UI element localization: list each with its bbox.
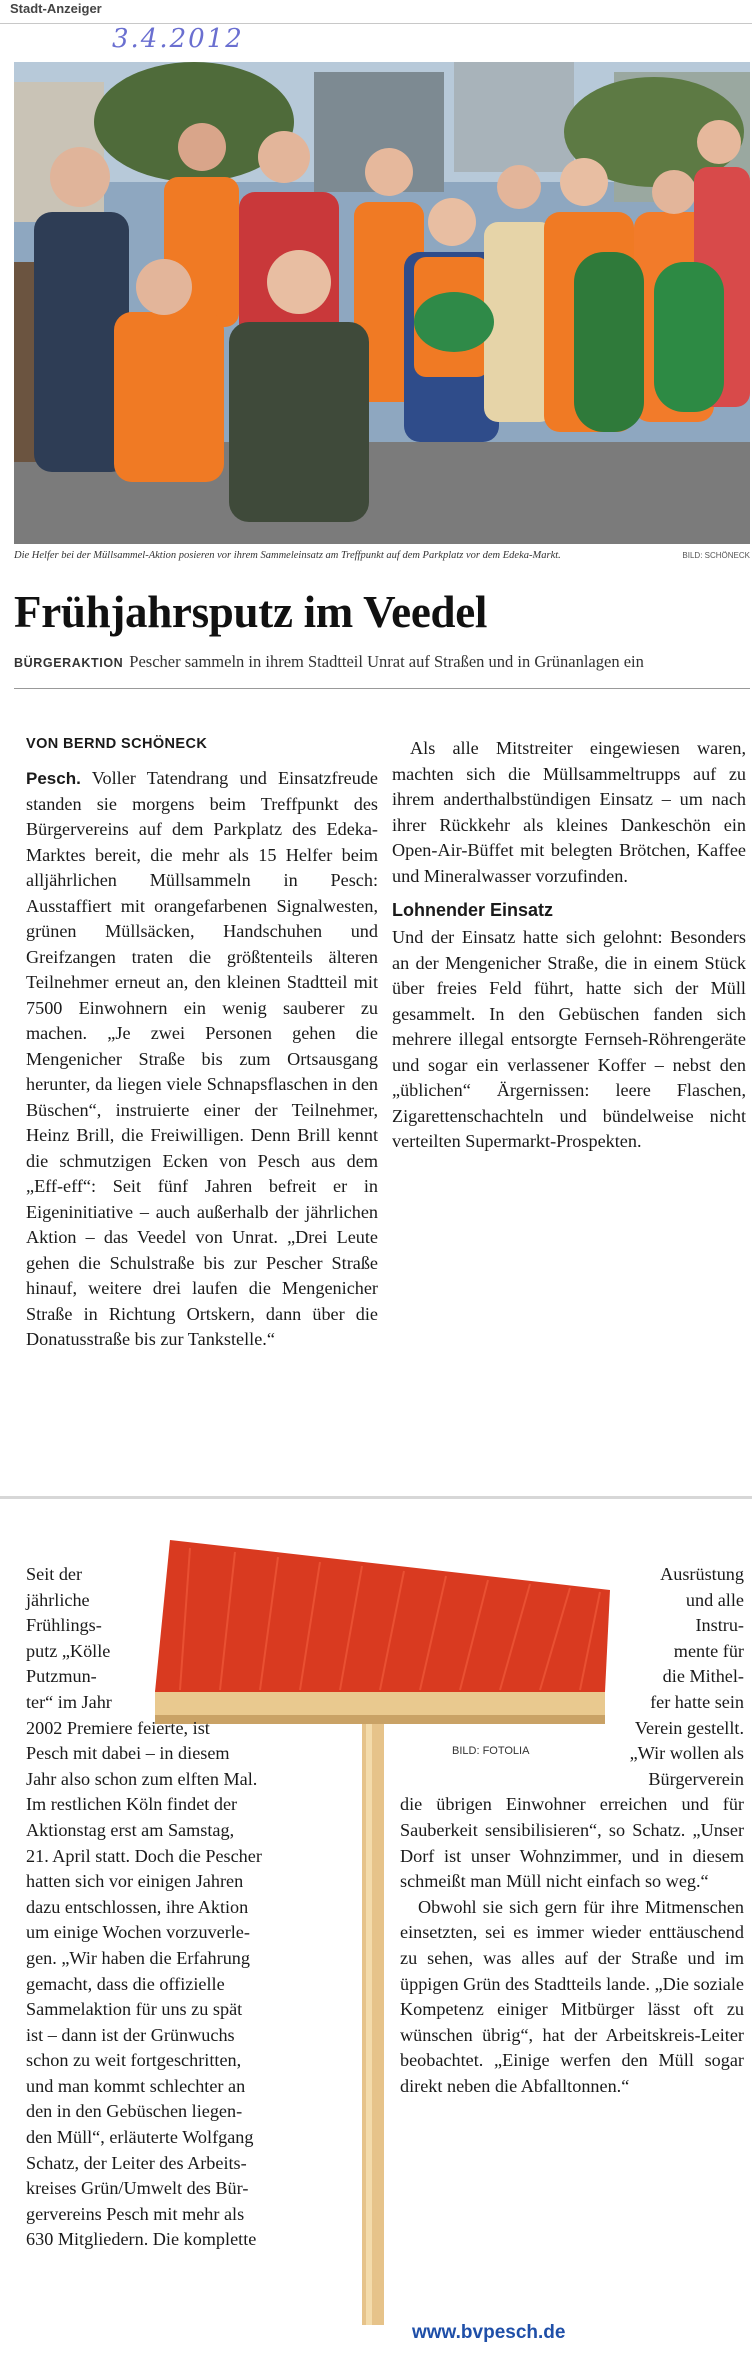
lower-line: Putzmun- [26, 1666, 97, 1687]
photo-credit: BILD: SCHÖNECK [682, 551, 750, 560]
lower-column-left [26, 1562, 376, 2253]
lower-line: gen. „Wir haben die Erfahrung [26, 1947, 250, 1968]
lower-paragraph-2: Obwohl sie sich gern für ihre Mitmenschen einsetzten, sei es immer wieder enttäuschend zu sehen, was alles auf der Straße und im üppigen Grün des Stadtteils lande. „Die soziale Kompetenz einiger Mitbürger lässt oft zu wünschen übrig“, hat der Arbeitskreis-Leiter beobachtet. „Einige werfen den Müll sogar direkt neben die Abfalltonnen.“ [400, 1896, 744, 2096]
article-paragraph-3: Und der Einsatz hatte sich gelohnt: Besonders an der Mengenicher Straße, die in einem Stück über freies Feld führt, hatte sich der Müll gesammelt. In den Gebüschen fanden sich mehrere illegal entsorgte Fernseh-Röhrengeräte und sogar ein verlassener Koffer – nebst den „üblichen“ Ärgernissen: leere Flaschen, Zigarettenschachteln und bündelweise nicht verteilten Supermarkt-Prospekten. [392, 927, 746, 1151]
lower-line: fer hatte sein [650, 1691, 744, 1712]
handwritten-date-note: 3.4.2012 [112, 24, 244, 54]
lower-line: mente für [673, 1640, 744, 1661]
lower-line: gemacht, dass die offizielle [26, 1973, 225, 1994]
lower-line: jährliche [26, 1589, 90, 1610]
lower-line: Pesch mit dabei – in diesem [26, 1743, 230, 1764]
lower-line: ist – dann ist der Grünwuchs [26, 2024, 235, 2045]
lower-line: den Müll“, erläuterte Wolfgang [26, 2127, 254, 2148]
lower-column-right [400, 1562, 744, 2099]
lower-line: 2002 Premiere feierte, ist [26, 1717, 210, 1738]
lower-line: Frühlings- [26, 1615, 102, 1636]
section-separator [0, 1496, 752, 1499]
newspaper-masthead: Stadt-Anzeiger [0, 0, 752, 24]
lower-line: Sammelaktion für uns zu spät [26, 1999, 243, 2020]
lower-line: Im restlichen Köln findet der [26, 1794, 238, 1815]
lower-line: dazu entschlossen, ihre Aktion [26, 1896, 249, 1917]
group-photo-illustration [14, 62, 750, 544]
lower-line: kreises Grün/Umwelt des Bür- [26, 2178, 249, 2199]
lower-line: die Mithel- [662, 1666, 744, 1687]
lower-line: Verein gestellt. [634, 1717, 744, 1738]
lower-line: 630 Mitgliedern. Die komplette [26, 2229, 257, 2250]
lower-line: hatten sich vor einigen Jahren [26, 1871, 244, 1892]
group-photo [14, 62, 750, 544]
lower-line: „Wir wollen als [629, 1743, 744, 1764]
lower-line: 21. April statt. Doch die Pescher [26, 1845, 262, 1866]
lower-line: Ausrüstung [660, 1564, 744, 1584]
lower-line: den in den Gebüschen liegen- [26, 2101, 243, 2122]
article-paragraph-2: Als alle Mitstreiter eingewiesen waren, machten sich die Müllsammeltrupps auf zu ihrem anderthalbstündigen Einsatz – um nach ihrer Rückkehr als kleines Dankeschön ein Open-Air-Büffet mit belegten Brötchen, Kaffee und Mineralwasser vorzufinden. [392, 738, 746, 886]
photo-caption-text: Die Helfer bei der Müllsammel-Aktion posieren vor ihrem Sammeleinsatz am Treffpunkt auf dem Parkplatz vor dem Edeka-Markt. [14, 550, 561, 561]
article-paragraph-1: Voller Tatendrang und Einsatzfreude standen sie morgens beim Treffpunkt des Bürgervereins auf dem Parkplatz des Edeka-Marktes bereit, die mehr als 15 Helfer beim alljährlichen Müllsammeln in Pesch: Ausstaffiert mit orangefarbenen Signalwesten, grünen Müllsäcken, Handschuhen und Greifzangen traten die größtenteils älteren Teilnehmer erneut an, den kleinen Stadtteil mit 7500 Einwohnern ein wenig sauberer zu machen. „Je zwei Personen gehen die Mengenicher Straße bis zum Ortsausgang herunter, da liegen viele Schnapsflaschen in den Büschen“, instruierte einer der Teilnehmer, Heinz Brill, die Freiwilligen. Denn Brill kennt die schmutzigen Ecken von Pesch aus dem „Eff-eff“: Seit fünf Jahren befreit er in Eigeninitiative – auch außerhalb der jährlichen Aktion – das Veedel von Unrat. „Drei Leute gehen die Schulstraße bis zur Pescher Straße hinauf, weitere drei laufen die Mengenicher Straße in Richtung Ortskern, dann über die Donatusstraße bis zur Tankstelle.“ [26, 768, 378, 1349]
lower-line: um einige Wochen vorzuverle- [26, 1922, 250, 1943]
lower-line: ter“ im Jahr [26, 1691, 112, 1712]
lower-line: schon zu weit fortgeschritten, [26, 2050, 242, 2071]
headline-divider [14, 688, 750, 689]
lower-paragraph: die übrigen Einwohner erreichen und für Sauberkeit sensibilisieren“, so Schatz. „Unser Dorf ist unser Wohnzimmer, und in diesem schmeißt man Müll nicht einfach so weg.“ [400, 1794, 744, 1892]
kicker-tag: BÜRGERAKTION [14, 656, 124, 670]
lower-line: und alle [685, 1589, 744, 1610]
website-url-link[interactable]: www.bvpesch.de [412, 2322, 566, 2343]
lower-line: Jahr also schon zum elften Mal. [26, 1768, 258, 1789]
lower-line: Seit der [26, 1564, 83, 1584]
lower-line: gervereins Pesch mit mehr als [26, 2203, 245, 2224]
article-headline: Frühjahrsputz im Veedel [14, 587, 488, 637]
lower-line: putz „Kölle [26, 1640, 111, 1661]
article-subhead: Lohnender Einsatz [392, 900, 554, 920]
kicker-text: Pescher sammeln in ihrem Stadtteil Unrat auf Straßen und in Grünanlagen ein [129, 652, 644, 671]
lower-line: Aktionstag erst am Samstag, [26, 1819, 235, 1840]
byline: VON BERND SCHÖNECK [26, 736, 208, 752]
article-column-right [392, 736, 746, 1155]
lower-line: Bürgerverein [648, 1768, 744, 1789]
dateline: Pesch. [26, 769, 81, 788]
photo-caption [14, 550, 750, 566]
article-column-left [26, 766, 378, 1353]
lower-line: Instru- [695, 1615, 744, 1636]
article-kicker [14, 652, 750, 672]
broom-photo-credit: BILD: FOTOLIA [452, 1745, 530, 1757]
lower-line: und man kommt schlechter an [26, 2075, 246, 2096]
lower-line: Schatz, der Leiter des Arbeits- [26, 2152, 247, 2173]
